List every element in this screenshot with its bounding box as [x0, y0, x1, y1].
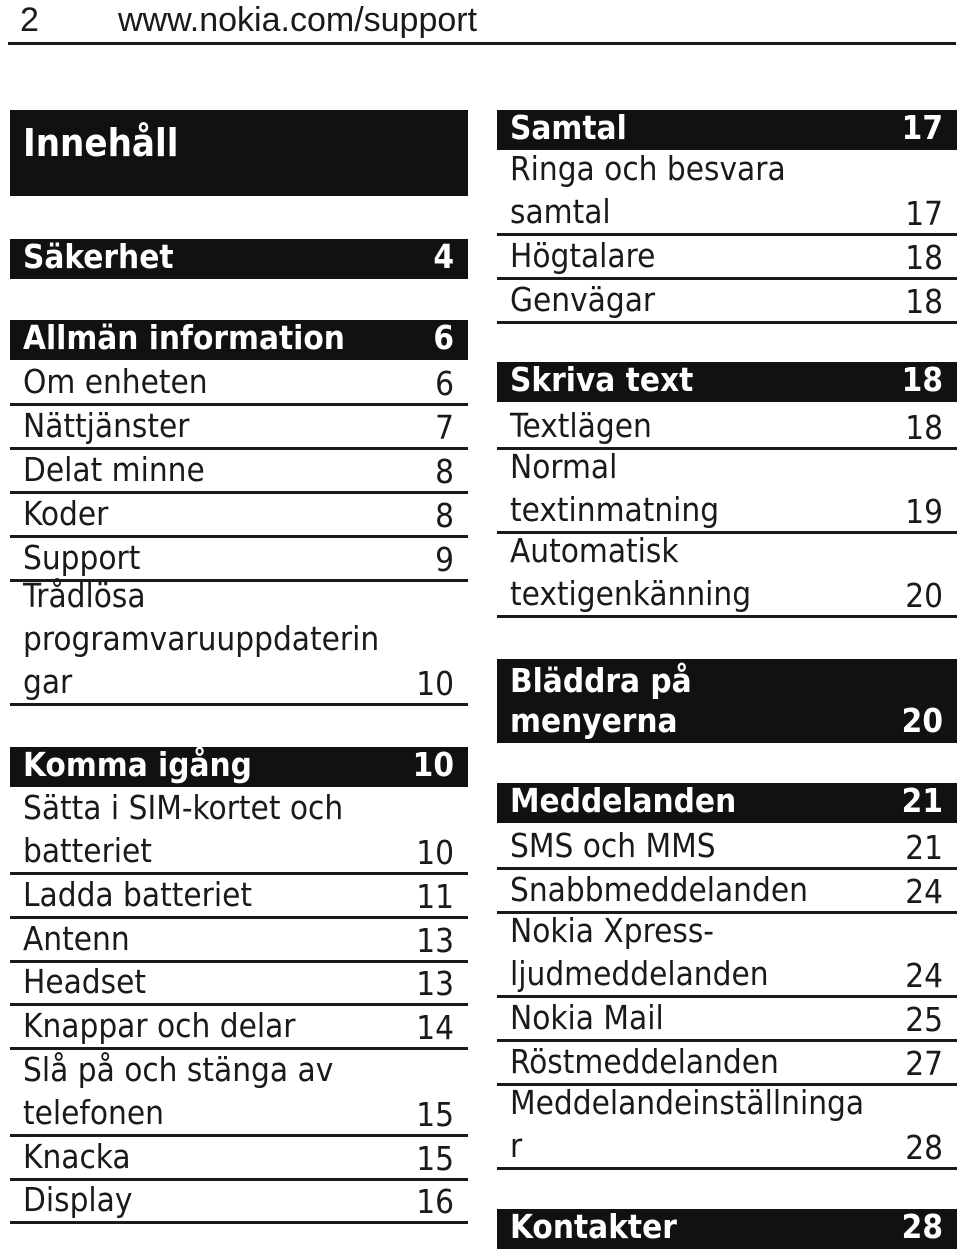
toc-entry-label: Normal textinmatning	[510, 447, 720, 529]
toc-page-number: 25	[905, 1000, 943, 1039]
toc-entry-left-15[interactable]	[10, 1137, 468, 1181]
toc-entry-right-13[interactable]	[497, 998, 957, 1042]
toc-entry-label: Slå på och stänga av telefonen	[23, 1050, 334, 1132]
toc-entry-label: Ringa och besvara samtal	[510, 149, 786, 231]
toc-entry-label: Headset	[23, 962, 147, 1001]
toc-entry-left-7[interactable]	[10, 576, 468, 706]
toc-section-left-8[interactable]	[10, 747, 468, 787]
toc-entry-label: Kontakter	[510, 1207, 677, 1246]
toc-page-number: 13	[416, 921, 454, 960]
toc-section-right-9[interactable]	[497, 783, 957, 823]
toc-section-right-4[interactable]	[497, 362, 957, 402]
toc-page-number: 19	[905, 492, 943, 531]
toc-page-number: 21	[905, 828, 943, 867]
toc-entry-label: Bläddra på menyerna	[510, 661, 692, 740]
toc-left-column	[10, 0, 468, 1259]
toc-page-number: 10	[416, 664, 454, 703]
toc-entry-label: Trådlösa programvaruuppdaterin gar	[23, 576, 380, 701]
toc-section-right-8[interactable]	[497, 659, 957, 743]
toc-page-number: 18	[905, 282, 943, 321]
toc-page-number: 15	[416, 1139, 454, 1178]
toc-entry-right-11[interactable]	[497, 870, 957, 914]
toc-page-number: 10	[412, 745, 454, 784]
toc-entry-label: Allmän information	[23, 318, 345, 357]
toc-entry-label: Genvägar	[510, 280, 656, 319]
support-url[interactable]: www.nokia.com/support	[118, 1, 478, 39]
toc-entry-left-16[interactable]	[10, 1180, 468, 1224]
toc-page-number: 18	[905, 408, 943, 447]
toc-entry-right-1[interactable]	[497, 149, 957, 236]
toc-page-number: 18	[901, 360, 943, 399]
toc-page-number: 17	[901, 108, 943, 147]
page-number: 2	[20, 1, 39, 39]
toc-entry-label: Koder	[23, 494, 109, 533]
toc-page-number: 15	[416, 1095, 454, 1134]
toc-entry-right-5[interactable]	[497, 406, 957, 450]
toc-page-number: 13	[416, 964, 454, 1003]
toc-entry-right-15[interactable]	[497, 1083, 957, 1170]
toc-entry-left-12[interactable]	[10, 962, 468, 1006]
toc-page-number: 9	[435, 540, 454, 579]
toc-entry-label: Display	[23, 1180, 133, 1219]
toc-entry-label: Automatisk textigenkänning	[510, 531, 752, 613]
toc-entry-label: Snabbmeddelanden	[510, 870, 808, 909]
toc-section-right-0[interactable]	[497, 110, 957, 150]
toc-section-left-0[interactable]	[10, 239, 468, 279]
toc-entry-right-6[interactable]	[497, 447, 957, 534]
toc-entry-label: Nättjänster	[23, 406, 190, 445]
toc-page-number: 16	[416, 1182, 454, 1221]
toc-page-number: 6	[433, 318, 454, 357]
toc-page-number: 7	[435, 408, 454, 447]
toc-page-number: 6	[435, 364, 454, 403]
toc-entry-label: Knacka	[23, 1137, 131, 1176]
toc-entry-left-3[interactable]	[10, 406, 468, 450]
toc-entry-right-10[interactable]	[497, 826, 957, 870]
toc-entry-right-3[interactable]	[497, 280, 957, 324]
toc-title: Innehåll	[10, 110, 468, 196]
toc-entry-left-11[interactable]	[10, 919, 468, 963]
toc-page-number: 28	[905, 1128, 943, 1167]
toc-page-number: 28	[901, 1207, 943, 1246]
toc-page-number: 10	[416, 833, 454, 872]
toc-entry-label: Meddelanden	[510, 781, 737, 820]
toc-entry-label: Ladda batteriet	[23, 875, 252, 914]
toc-entry-label: Textlägen	[510, 406, 652, 445]
toc-page-number: 4	[433, 237, 454, 276]
toc-entry-left-5[interactable]	[10, 494, 468, 538]
toc-entry-label: Samtal	[510, 108, 627, 147]
toc-entry-label: Nokia Xpress- ljudmeddelanden	[510, 911, 769, 993]
toc-entry-left-2[interactable]	[10, 362, 468, 406]
toc-page-number: 14	[416, 1008, 454, 1047]
toc-page-number: 24	[905, 872, 943, 911]
toc-page-number: 8	[435, 452, 454, 491]
toc-page-number: 11	[416, 877, 454, 916]
toc-page-number: 8	[435, 496, 454, 535]
toc-entry-label: Knappar och delar	[23, 1006, 296, 1045]
toc-entry-left-13[interactable]	[10, 1006, 468, 1050]
toc-entry-right-7[interactable]	[497, 531, 957, 618]
toc-right-column	[497, 0, 957, 1259]
toc-section-right-16[interactable]	[497, 1209, 957, 1249]
toc-entry-label: Om enheten	[23, 362, 208, 401]
toc-entry-label: Delat minne	[23, 450, 205, 489]
toc-entry-right-2[interactable]	[497, 236, 957, 280]
toc-page-number: 18	[905, 238, 943, 277]
toc-entry-label: SMS och MMS	[510, 826, 716, 865]
toc-entry-right-12[interactable]	[497, 911, 957, 998]
toc-entry-label: Högtalare	[510, 236, 656, 275]
toc-page-number: 20	[905, 576, 943, 615]
toc-page-number: 27	[905, 1044, 943, 1083]
toc-entry-label: Meddelandeinställninga r	[510, 1083, 865, 1165]
toc-entry-left-9[interactable]	[10, 788, 468, 875]
toc-entry-label: Röstmeddelanden	[510, 1042, 779, 1081]
toc-entry-label: Support	[23, 538, 141, 577]
toc-entry-label: Antenn	[23, 919, 130, 958]
toc-entry-label: Sätta i SIM-kortet och batteriet	[23, 788, 344, 870]
toc-entry-label: Skriva text	[510, 360, 694, 399]
toc-entry-label: Komma igång	[23, 745, 252, 784]
toc-page-number: 17	[905, 194, 943, 233]
toc-page-number: 20	[901, 701, 943, 740]
toc-page-number: 21	[901, 781, 943, 820]
toc-section-left-1[interactable]	[10, 320, 468, 360]
toc-entry-left-4[interactable]	[10, 450, 468, 494]
toc-entry-left-10[interactable]	[10, 875, 468, 919]
toc-entry-left-14[interactable]	[10, 1050, 468, 1137]
toc-entry-label: Nokia Mail	[510, 998, 664, 1037]
toc-entry-right-14[interactable]	[497, 1042, 957, 1086]
toc-entry-label: Säkerhet	[23, 237, 174, 276]
toc-page-number: 24	[905, 956, 943, 995]
